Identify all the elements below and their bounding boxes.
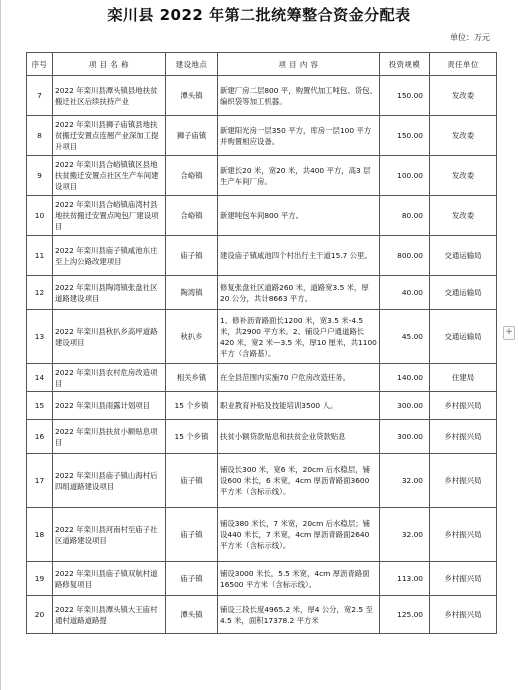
cell-unit: 乡村振兴局 [430, 508, 497, 562]
unit-label: 单位：万元 [450, 33, 490, 42]
cell-location: 庙子镇 [166, 236, 218, 276]
table-row [27, 364, 497, 392]
table-row [27, 420, 497, 454]
cell-seq: 13 [27, 310, 53, 364]
table-row [27, 392, 497, 420]
cell-location: 15 个乡镇 [166, 392, 218, 420]
cell-seq: 20 [27, 596, 53, 634]
cell-location: 合峪镇 [166, 196, 218, 236]
cell-content: 在全县范围内实施70 户危房改造任务。 [218, 364, 380, 392]
cell-name: 2022 年栾川县扶贫小额贴息项目 [53, 420, 166, 454]
cell-unit: 发改委 [430, 196, 497, 236]
cell-location: 狮子庙镇 [166, 116, 218, 156]
page-title: 栾川县 2022 年第二批统筹整合资金分配表 [107, 6, 411, 24]
cell-name: 2022 年栾川县雨露计划项目 [53, 392, 166, 420]
cell-name: 2022 年栾川县合峪镇镇区县地扶贫搬迁安置点社区生产车间建设项目 [53, 156, 166, 196]
left-page-edge [0, 0, 1, 690]
cell-amount: 300.00 [380, 392, 430, 420]
cell-location: 陶湾镇 [166, 276, 218, 310]
cell-amount: 32.00 [380, 508, 430, 562]
cell-location: 相关乡镇 [166, 364, 218, 392]
header-content: 项 目 内 容 [218, 53, 380, 76]
cell-content: 铺设长300 米，宽6 米，20cm 后水稳层，铺设600 米长，6 米宽，4cm 厚沥青路面3600 平方米（含标示线）。 [218, 454, 380, 508]
cell-name: 2022 年栾川县潭头镇大王庙村通村道路道路提 [53, 596, 166, 634]
cell-content: 铺设三段长度4965.2 米，厚4 公分，宽2.5 至4.5 米，面积17378.2 平方米 [218, 596, 380, 634]
cell-seq: 14 [27, 364, 53, 392]
cell-unit: 乡村振兴局 [430, 420, 497, 454]
cell-amount: 800.00 [380, 236, 430, 276]
table-row [27, 76, 497, 116]
table-row [27, 276, 497, 310]
cell-seq: 11 [27, 236, 53, 276]
cell-name: 2022 年栾川县庙子镇咸池东庄至上沟公路改建项目 [53, 236, 166, 276]
table-row [27, 562, 497, 596]
cell-location: 潭头镇 [166, 596, 218, 634]
cell-name: 2022 年栾川县合峪镇庙湾村县地扶贫搬迁安置点吨包厂建设项目 [53, 196, 166, 236]
cell-content: 新建吨包车间800 平方。 [218, 196, 380, 236]
cell-content: 1、修补沥青路面长1200 米，宽3.5 米-4.5 米，共2900 平方米。2、铺设户户通道路长420 米，宽2 米—3.5 米，厚10 厘米，共1100 平方（含路基）。 [218, 310, 380, 364]
cell-unit: 发改委 [430, 156, 497, 196]
cell-unit: 发改委 [430, 116, 497, 156]
cell-amount: 40.00 [380, 276, 430, 310]
cell-content: 修复张盘社区道路260 米，道路宽3.5 米，厚20 公分，共计8663 平方。 [218, 276, 380, 310]
cell-location: 庙子镇 [166, 562, 218, 596]
cell-amount: 80.00 [380, 196, 430, 236]
cell-seq: 18 [27, 508, 53, 562]
cell-content: 铺设3000 米长，5.5 米宽，4cm 厚沥青路面16500 平方米（含标示线）。 [218, 562, 380, 596]
cell-name: 2022 年栾川县陶湾镇张盘社区道路建设项目 [53, 276, 166, 310]
cell-content: 建设庙子镇咸池四个村出行主干道15.7 公里。 [218, 236, 380, 276]
cell-unit: 交通运输局 [430, 310, 497, 364]
cell-unit: 乡村振兴局 [430, 454, 497, 508]
cell-name: 2022 年栾川县庙子镇双航村道路修复项目 [53, 562, 166, 596]
cell-unit: 乡村振兴局 [430, 596, 497, 634]
cell-seq: 19 [27, 562, 53, 596]
cell-name: 2022 年栾川县秋扒乡高坪道路建设项目 [53, 310, 166, 364]
cell-amount: 125.00 [380, 596, 430, 634]
table-row [27, 596, 497, 634]
cell-content: 扶贫小额贷款贴息和扶贫企业贷款贴息 [218, 420, 380, 454]
cell-name: 2022 年栾川县农村危房改造项目 [53, 364, 166, 392]
cell-amount: 300.00 [380, 420, 430, 454]
cell-name: 2022 年栾川县庙子镇山海村后四组道路建设项目 [53, 454, 166, 508]
cell-unit: 乡村振兴局 [430, 392, 497, 420]
cell-seq: 17 [27, 454, 53, 508]
table-row [27, 310, 497, 364]
header-location: 建设地点 [166, 53, 218, 76]
allocation-table [26, 52, 497, 634]
cell-location: 庙子镇 [166, 508, 218, 562]
cell-amount: 113.00 [380, 562, 430, 596]
cell-amount: 32.00 [380, 454, 430, 508]
cell-seq: 7 [27, 76, 53, 116]
cell-seq: 16 [27, 420, 53, 454]
cell-location: 庙子镇 [166, 454, 218, 508]
cell-amount: 45.00 [380, 310, 430, 364]
cell-amount: 100.00 [380, 156, 430, 196]
cell-unit: 交通运输局 [430, 276, 497, 310]
cell-content: 新建长20 米，宽20 米，共400 平方，高3 层生产车间厂房。 [218, 156, 380, 196]
cell-amount: 150.00 [380, 76, 430, 116]
table-row [27, 454, 497, 508]
cell-unit: 住建局 [430, 364, 497, 392]
cell-amount: 150.00 [380, 116, 430, 156]
cell-content: 职业教育补贴及技能培训3500 人。 [218, 392, 380, 420]
cell-location: 秋扒乡 [166, 310, 218, 364]
cell-content: 新建阳光房一层350 平方，库房一层100 平方并购置相应设备。 [218, 116, 380, 156]
cell-amount: 140.00 [380, 364, 430, 392]
cell-seq: 10 [27, 196, 53, 236]
cell-seq: 9 [27, 156, 53, 196]
cell-location: 潭头镇 [166, 76, 218, 116]
cell-seq: 15 [27, 392, 53, 420]
cell-content: 新建厂房二层800 平，购置代加工吨包、货包、编织袋等加工机器。 [218, 76, 380, 116]
table-row [27, 116, 497, 156]
cell-unit: 发改委 [430, 76, 497, 116]
cell-name: 2022 年栾川县潭头镇县地扶贫搬迁社区后续扶持产业 [53, 76, 166, 116]
cell-unit: 交通运输局 [430, 236, 497, 276]
table-row [27, 196, 497, 236]
cell-location: 合峪镇 [166, 156, 218, 196]
table-row [27, 236, 497, 276]
table-row [27, 508, 497, 562]
header-name: 项 目 名 称 [53, 53, 166, 76]
table-header-row [27, 53, 497, 76]
table-row [27, 156, 497, 196]
cell-seq: 8 [27, 116, 53, 156]
cell-name: 2022 年栾川县河南村至庙子社区道路建设项目 [53, 508, 166, 562]
cell-location: 15 个乡镇 [166, 420, 218, 454]
add-column-handle[interactable]: + [503, 326, 515, 340]
header-unit: 责任单位 [430, 53, 497, 76]
header-amount: 投资规模 [380, 53, 430, 76]
cell-unit: 乡村振兴局 [430, 562, 497, 596]
cell-seq: 12 [27, 276, 53, 310]
header-seq: 序号 [27, 53, 53, 76]
cell-name: 2022 年栾川县狮子庙镇县地扶贫搬迁安置点连翘产业深加工提升项目 [53, 116, 166, 156]
cell-content: 铺设380 米长，7 米宽，20cm 后水稳层；铺设440 米长，7 米宽，4cm 厚沥青路面2640 平方米（含标示线）。 [218, 508, 380, 562]
